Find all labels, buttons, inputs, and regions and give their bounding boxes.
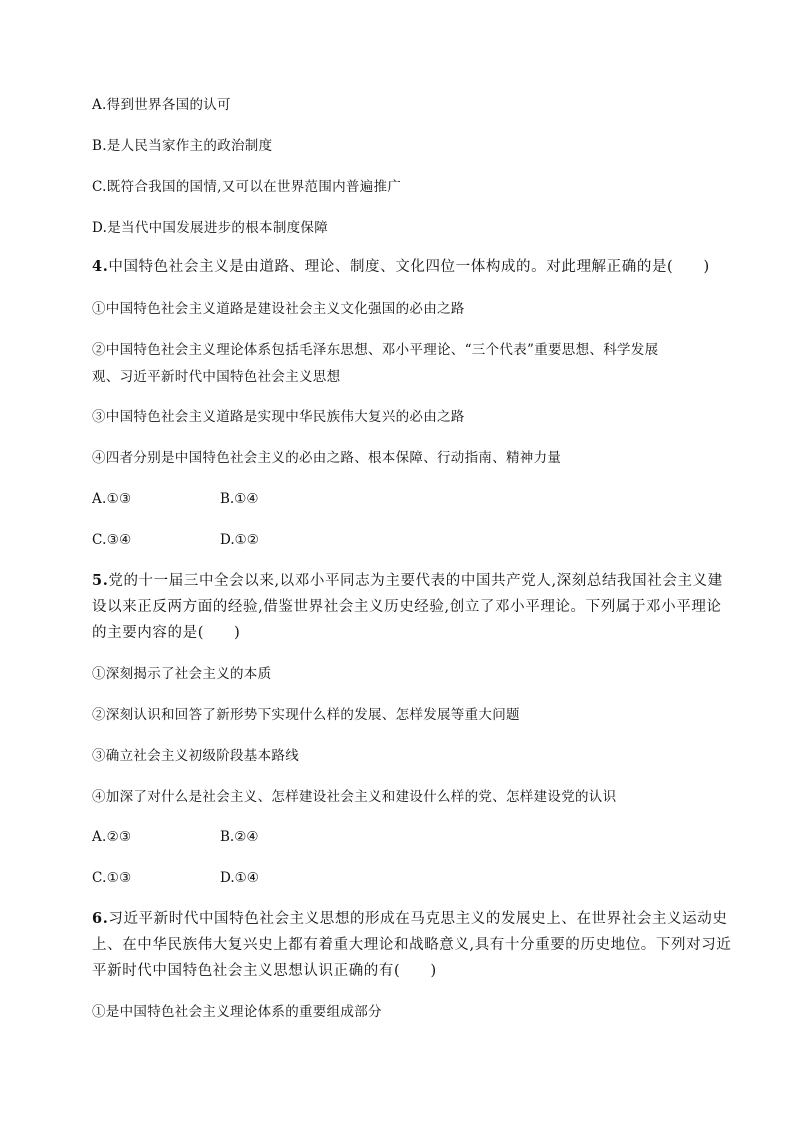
q4-item-2-continued: 观、习近平新时代中国特色社会主义思想 — [92, 369, 341, 385]
question-5-stem-line-2: 设以来正反两方面的经验,借鉴世界社会主义历史经验,创立了邓小平理论。下列属于邓小平理论 — [92, 599, 722, 615]
question-text: 中国特色社会主义是由道路、理论、制度、文化四位一体构成的。对此理解正确的是( ) — [108, 259, 710, 275]
q5-item-4: ④加深了对什么是社会主义、怎样建设社会主义和建设什么样的党、怎样建设党的认识 — [92, 789, 617, 805]
question-6-stem-line-1 — [92, 910, 727, 928]
question-number: 6. — [92, 910, 109, 927]
q4-choice-b: B.①④ — [220, 491, 259, 507]
question-6-stem-line-2: 上、在中华民族伟大复兴史上都有着重大理论和战略意义,具有十分重要的历史地位。下列对习近 — [92, 937, 732, 953]
q5-item-2: ②深刻认识和回答了新形势下实现什么样的发展、怎样发展等重大问题 — [92, 707, 520, 723]
q4-choice-c: C.③④ — [92, 532, 132, 548]
q4-item-3: ③中国特色社会主义道路是实现中华民族伟大复兴的必由之路 — [92, 409, 465, 425]
q4-item-1: ①中国特色社会主义道路是建设社会主义文化强国的必由之路 — [92, 301, 465, 317]
q4-choice-a: A.①③ — [92, 491, 132, 507]
question-number: 5. — [92, 572, 109, 589]
question-text: 习近平新时代中国特色社会主义思想的形成在马克思主义的发展史上、在世界社会主义运动史 — [108, 911, 728, 927]
question-text: 党的十一届三中全会以来,以邓小平同志为主要代表的中国共产党人,深刻总结我国社会主义建 — [108, 573, 723, 589]
q4-item-4: ④四者分别是中国特色社会主义的必由之路、根本保障、行动指南、精神力量 — [92, 450, 562, 466]
option-d: D.是当代中国发展进步的根本制度保障 — [92, 220, 329, 236]
q5-choice-d: D.①④ — [220, 870, 259, 886]
option-c: C.既符合我国的国情,又可以在世界范围内普遍推广 — [92, 179, 402, 195]
question-5-stem-line-1 — [92, 572, 723, 590]
q5-item-1: ①深刻揭示了社会主义的本质 — [92, 666, 272, 682]
question-number: 4. — [92, 258, 109, 275]
question-6-stem-line-3: 平新时代中国特色社会主义思想认识正确的有( ) — [92, 963, 437, 979]
q4-choice-d: D.①② — [220, 532, 259, 548]
option-b: B.是人民当家作主的政治制度 — [92, 138, 273, 154]
q5-choice-c: C.①③ — [92, 870, 132, 886]
q5-choice-a: A.②③ — [92, 829, 132, 845]
option-a: A.得到世界各国的认可 — [92, 97, 231, 113]
q4-item-2: ②中国特色社会主义理论体系包括毛泽东思想、邓小平理论、“三个代表”重要思想、科学发展 — [92, 342, 659, 358]
q5-item-3: ③确立社会主义初级阶段基本路线 — [92, 748, 299, 764]
q6-item-1: ①是中国特色社会主义理论体系的重要组成部分 — [92, 1004, 382, 1020]
question-5-stem-line-3: 的主要内容的是( ) — [92, 625, 241, 641]
q5-choice-b: B.②④ — [220, 829, 259, 845]
question-4-stem — [92, 258, 710, 276]
